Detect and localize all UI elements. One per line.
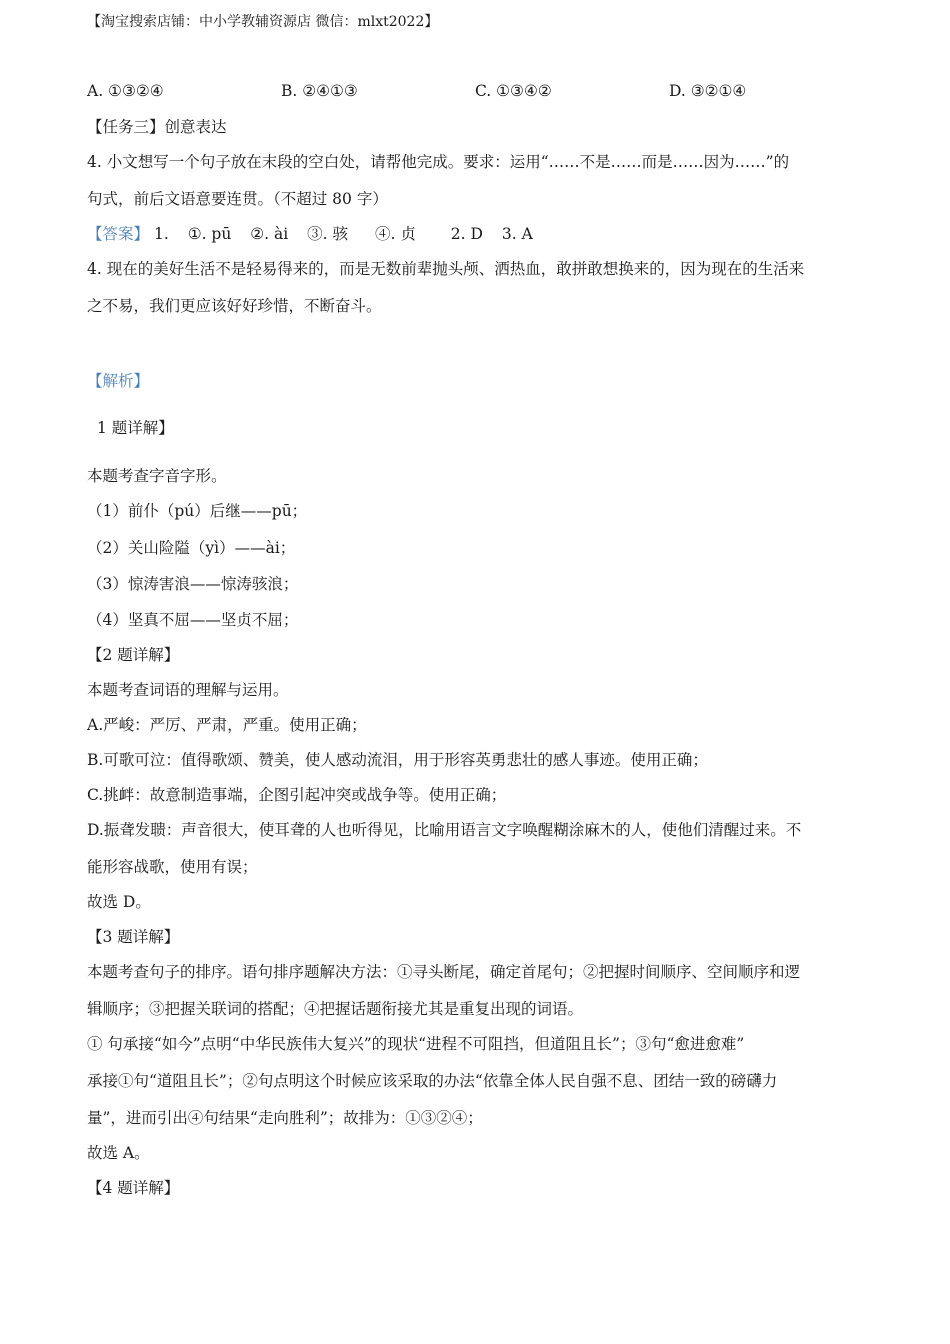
q1-intro: 本题考查字音字形。: [87, 467, 227, 485]
answer-item: ①. pū: [187, 225, 232, 243]
q1-item: （3）惊涛害浪——惊涛骇浪；: [87, 575, 299, 593]
option-a: A. ①③②④: [87, 82, 164, 100]
answer-item: 1.: [153, 225, 169, 243]
q2-heading: 【2 题详解】: [87, 646, 180, 664]
q1-heading: 1 题详解】: [97, 419, 174, 437]
q3-line5: 量”，进而引出④句结果“走向胜利”；故排为：①③②④；: [87, 1109, 483, 1127]
q4-heading: 【4 题详解】: [87, 1179, 180, 1197]
q4-prompt-line2: 句式，前后文语意要连贯。（不超过 80 字）: [87, 190, 388, 208]
q1-item: （1）前仆（pú）后继——pū；: [87, 502, 308, 520]
q2-option-d-line2: 能形容战歌，使用有误；: [87, 858, 258, 876]
answer-item: 2. D: [450, 225, 483, 243]
q2-option-a: A.严峻：严厉、严肃，严重。使用正确；: [87, 716, 367, 734]
answer4-line2: 之不易，我们更应该好好珍惜，不断奋斗。: [87, 297, 382, 315]
answer-line: [87, 224, 547, 244]
answer-item: 3. A: [501, 225, 533, 243]
q2-option-c: C.挑衅：故意制造事端，企图引起冲突或战争等。使用正确；: [87, 786, 507, 804]
answer-tag: 【答案】: [87, 225, 150, 243]
q3-line2: 辑顺序；③把握关联词的搭配；④把握话题衔接尤其是重复出现的词语。: [87, 1000, 584, 1018]
page-header: 【淘宝搜索店铺：中小学教辅资源店 微信：mlxt2022】: [87, 14, 439, 30]
q1-item: （2）关山险隘（yì）——ài；: [87, 539, 296, 557]
q3-heading: 【3 题详解】: [87, 928, 180, 946]
q3-line1: 本题考查句子的排序。语句排序题解决方法：①寻头断尾，确定首尾句；②把握时间顺序、空间顺序和逻: [87, 963, 801, 981]
q1-item: （4）坚真不屈——坚贞不屈；: [87, 611, 299, 629]
q2-option-b: B.可歌可泣：值得歌颂、赞美，使人感动流泪，用于形容英勇悲壮的感人事迹。使用正确；: [87, 751, 708, 769]
analysis-tag: 【解析】: [87, 372, 150, 390]
q3-line3: ① 句承接“如今”点明“中华民族伟大复兴”的现状“进程不可阻挡，但道阻且长”；③句“愈进愈难”: [87, 1035, 745, 1053]
q2-choice: 故选 D。: [87, 893, 151, 911]
answer-item: ③. 骇: [307, 225, 349, 243]
answer-item: ②. ài: [250, 225, 289, 243]
option-b: B. ②④①③: [281, 82, 358, 100]
q2-intro: 本题考查词语的理解与运用。: [87, 681, 289, 699]
option-c: C. ①③④②: [475, 82, 552, 100]
q3-line4: 承接①句“道阻且长”；②句点明这个时候应该采取的办法“依靠全体人民自强不息、团结一致的磅礴力: [87, 1072, 778, 1090]
q4-prompt-line1: 4. 小文想写一个句子放在末段的空白处，请帮他完成。要求：运用“……不是……而是……因为……”的: [87, 153, 790, 171]
answer-item: ④. 贞: [374, 225, 416, 243]
q3-choice: 故选 A。: [87, 1144, 150, 1162]
option-d: D. ③②①④: [669, 82, 747, 100]
q2-option-d-line1: D.振聋发聩：声音很大，使耳聋的人也听得见，比喻用语言文字唤醒糊涂麻木的人，使他们清醒过来。不: [87, 821, 802, 839]
answer4-line1: 4. 现在的美好生活不是轻易得来的，而是无数前辈抛头颅、洒热血，敢拼敢想换来的，因为现在的生活来: [87, 260, 805, 278]
task3-heading: 【任务三】创意表达: [87, 118, 227, 136]
